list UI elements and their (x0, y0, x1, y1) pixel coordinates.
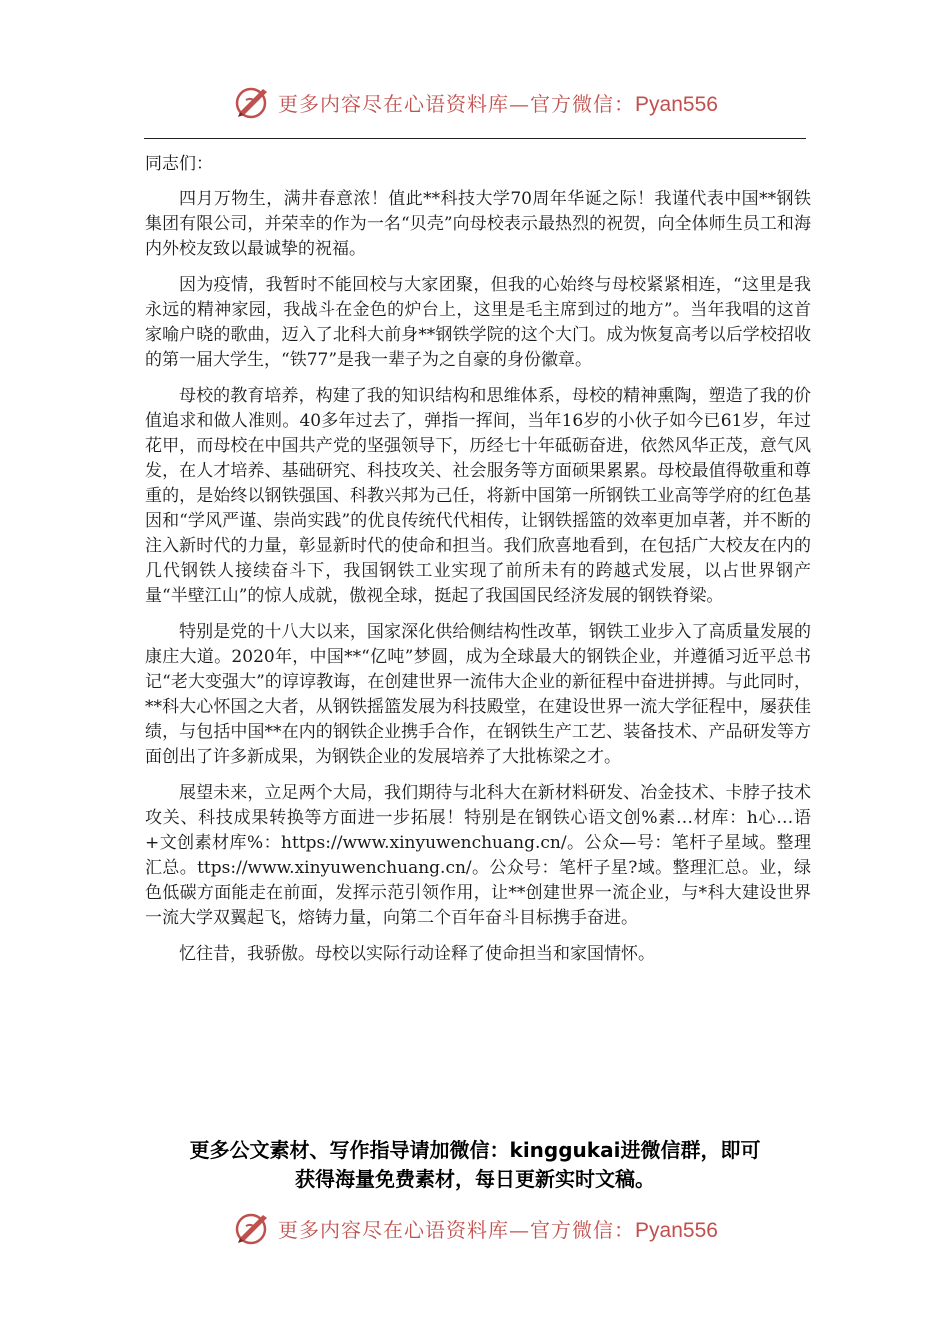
letter-paragraph: 母校的教育培养，构建了我的知识结构和思维体系，母校的精神熏陶，塑造了我的价值追求和做人准则。40多年过去了，弹指一挥间，当年16岁的小伙子如今已61岁，年过花甲，而母校在中国共产党的坚强领导下，历经七十年砥砺奋进，依然风华正茂，意气风发，在人才培养、基础研究、科技攻关、社会服务等方面硕果累累。母校最值得敬重和尊重的，是始终以钢铁强国、科教兴邦为己任，将新中国第一所钢铁工业高等学府的红色基因和“学风严谨、崇尚实践”的优良传统代代相传，让钢铁摇篮的效率更加卓著，并不断的注入新时代的力量，彰显新时代的使命和担当。我们欣喜地看到，在包括广大校友在内的几代钢铁人接续奋斗下，我国钢铁工业实现了前所未有的跨越式发展，以占世界钢产量“半壁江山”的惊人成就，傲视全球，挺起了我国国民经济发展的钢铁脊梁。 (145, 386, 811, 606)
footer-banner-text: 更多内容尽在心语资料库—官方微信： (278, 1217, 636, 1242)
pen-logo-icon (232, 82, 272, 122)
letter-greeting: 同志们： (145, 154, 213, 174)
header-banner-text: 更多内容尽在心语资料库—官方微信： (278, 91, 636, 116)
header-banner (0, 80, 950, 124)
letter-paragraph: 忆往昔，我骄傲。母校以实际行动诠释了使命担当和家国情怀。 (179, 944, 655, 964)
promo-note (120, 1136, 830, 1194)
header-divider (144, 138, 806, 139)
header-wechat-id: Pyan556 (635, 92, 718, 116)
pen-logo-icon (232, 1208, 272, 1248)
letter-paragraph: 因为疫情，我暂时不能回校与大家团聚，但我的心始终与母校紧紧相连，“这里是我永远的精神家园，我战斗在金色的炉台上，这里是毛主席到过的地方”。当年我唱的这首家喻户晓的歌曲，迈入了北科大前身**钢铁学院的这个大门。成为恢复高考以后学校招收的第一届大学生，“铁77”是我一辈子为之自豪的身份徽章。 (145, 275, 811, 370)
letter-paragraph: 展望未来，立足两个大局，我们期待与北科大在新材料研发、冶金技术、卡脖子技术攻关、科技成果转换等方面进一步拓展！特别是在钢铁心语文创%素…材库：h心…语+文创素材库%：https://www.xinyuwenchuang.cn/。公众—号：笔杆子星域。整理汇总。ttps://www.xinyuwenchuang.cn/。公众号：笔杆子星?域。整理汇总。业，绿色低碳方面能走在前面，发挥示范引领作用，让**创建世界一流企业，与*科大建设世界一流大学双翼起飞，熔铸力量，向第二个百年奋斗目标携手奋进。 (145, 783, 811, 928)
letter-paragraph: 特别是党的十八大以来，国家深化供给侧结构性改革，钢铁工业步入了高质量发展的康庄大道。2020年，中国**“亿吨”梦圆，成为全球最大的钢铁企业，并遵循习近平总书记“老大变强大”的谆谆教诲，在创建世界一流伟大企业的新征程中奋进拼搏。与此同时，**科大心怀国之大者，从钢铁摇篮发展为科技殿堂，在建设世界一流大学征程中，屡获佳绩，与包括中国**在内的钢铁企业携手合作，在钢铁生产工艺、装备技术、产品研发等方面创出了许多新成果，为钢铁企业的发展培养了大批栋梁之才。 (145, 622, 811, 767)
letter-body (145, 152, 811, 978)
letter-paragraph: 四月万物生，满井春意浓！值此**科技大学70周年华诞之际！我谨代表中国**钢铁集团有限公司，并荣幸的作为一名“贝壳”向母校表示最热烈的祝贺，向全体师生员工和海内外校友致以最诚挚的祝福。 (145, 189, 811, 259)
footer-wechat-id: Pyan556 (635, 1218, 718, 1242)
footer-banner (0, 1206, 950, 1250)
promo-line-2: 获得海量免费素材，每日更新实时文稿。 (295, 1167, 655, 1191)
promo-line-1: 更多公文素材、写作指导请加微信：kinggukai进微信群，即可 (189, 1138, 761, 1162)
